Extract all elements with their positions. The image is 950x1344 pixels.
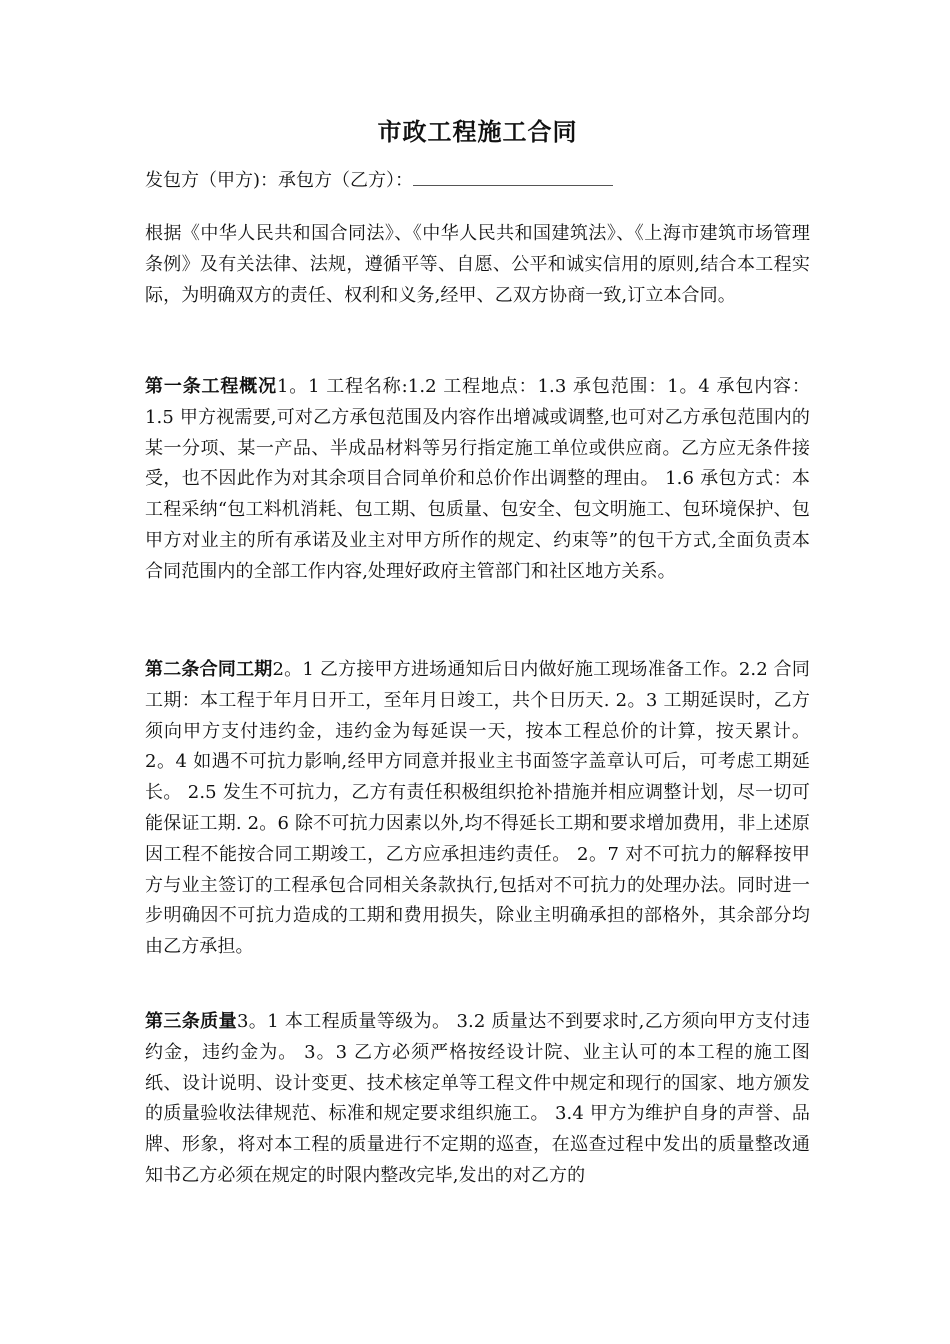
article-2-heading: 第二条合同工期 bbox=[145, 659, 273, 680]
article-2 bbox=[145, 655, 810, 963]
parties-text: 发包方（甲方)：承包方（乙方）： bbox=[145, 170, 414, 191]
article-1 bbox=[145, 372, 810, 588]
document-title: 市政工程施工合同 bbox=[377, 117, 578, 146]
article-2-body: 2。1 乙方接甲方进场通知后日内做好施工现场准备工作。2.2 合同工期：本工程于年月日开工，至年月日竣工，共个日历天. 2。3 工期延误时，乙方须向甲方支付违约金，违约金为每延误一天，按本工程总价的计算，按天累计。 2。4 如遇不可抗力影响,经甲方同意并报业主书面签字盖章认可后，可考虑工期延长。 2.5 发生不可抗力，乙方有责任积极组织抢补措施并相应调整计划，尽一切可能保证工期. 2。6 除不可抗力因素以外,均不得延长工期和要求增加费用，非上述原因工程不能按合同工期竣工，乙方应承担违约责任。 2。7 对不可抗力的解释按甲方与业主签订的工程承包合同相关条款执行,包括对不可抗力的处理办法。同时进一步明确因不可抗力造成的工期和费用损失，除业主明确承担的部格外，其余部分均由乙方承担。 bbox=[145, 659, 810, 958]
article-3 bbox=[145, 1007, 810, 1192]
article-1-body: 1。1 工程名称:1.2 工程地点：1.3 承包范围：1。4 承包内容：1.5 甲方视需要,可对乙方承包范围及内容作出增减或调整,也可对乙方承包范围内的某一分项、某一产品、半成品材料等另行指定施工单位或供应商。乙方应无条件接受，也不因此作为对其余项目合同单价和总价作出调整的理由。 1.6 承包方式：本工程采纳“包工料机消耗、包工期、包质量、包安全、包文明施工、包环境保护、包甲方对业主的所有承诺及业主对甲方所作的规定、约束等”的包干方式,全面负责本合同范围内的全部工作内容,处理好政府主管部门和社区地方关系。 bbox=[145, 376, 810, 582]
intro-paragraph: 根据《中华人民共和国合同法》、《中华人民共和国建筑法》、《上海市建筑市场管理条例》及有关法律、法规，遵循平等、自愿、公平和诚实信用的原则,结合本工程实际，为明确双方的责任、权利和义务,经甲、乙双方协商一致,订立本合同。 bbox=[145, 223, 810, 306]
article-3-heading: 第三条质量 bbox=[145, 1011, 237, 1032]
article-3-body: 3。1 本工程质量等级为。 3.2 质量达不到要求时,乙方须向甲方支付违约金，违约金为。 3。3 乙方必须严格按经设计院、业主认可的本工程的施工图纸、设计说明、设计变更、技术核定单等工程文件中规定和现行的国家、地方颁发的质量验收法律规范、标准和规定要求组织施工。 3.4 甲方为维护自身的声誉、品牌、形象，将对本工程的质量进行不定期的巡查，在巡查过程中发出的质量整改通知书乙方必须在规定的时限内整改完毕,发出的对乙方的 bbox=[145, 1011, 811, 1186]
article-1-heading: 第一条工程概况 bbox=[145, 376, 277, 397]
party-b-blank-field bbox=[413, 165, 613, 186]
parties-line bbox=[145, 165, 810, 196]
